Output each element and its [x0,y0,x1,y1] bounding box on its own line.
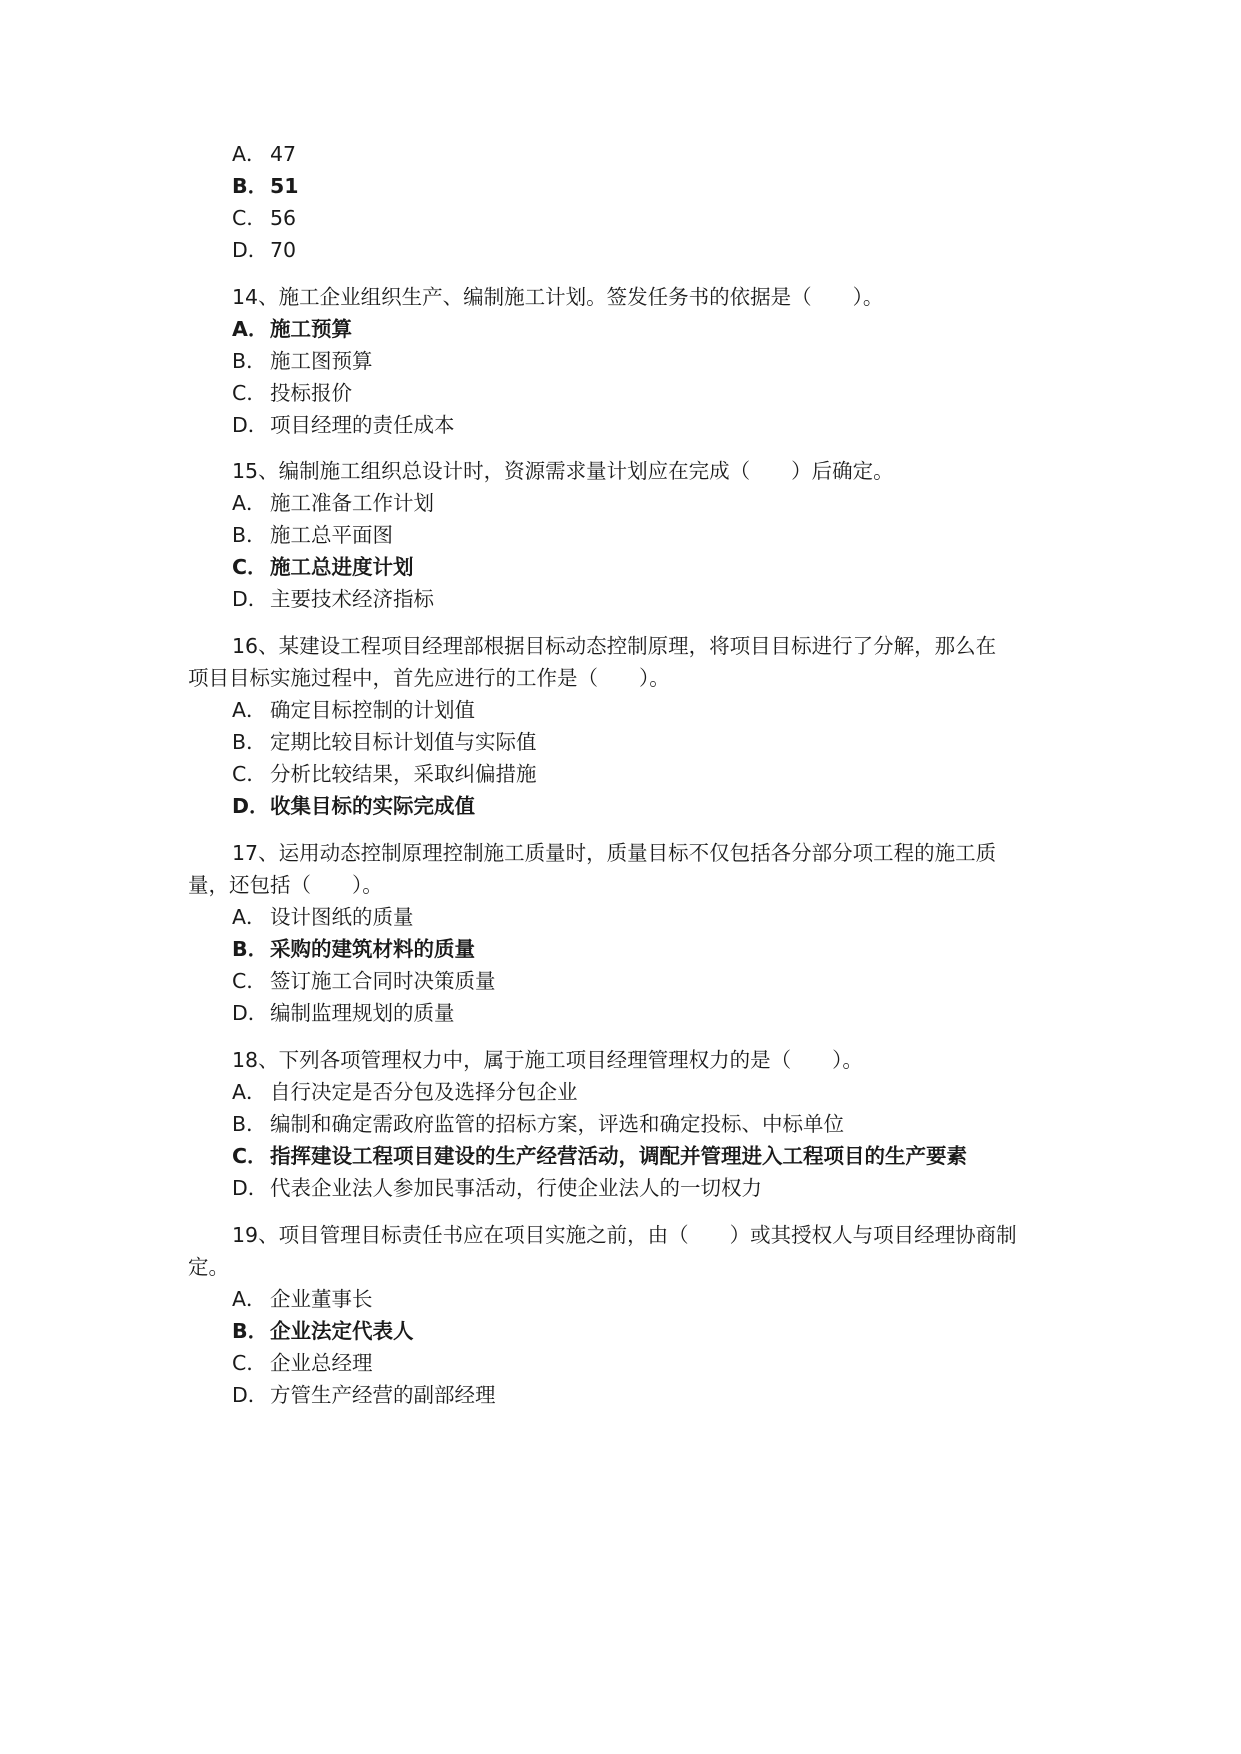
option-b-correct: B．企业法定代表人 [232,1319,414,1343]
option-d: D．70 [232,238,297,262]
option-a: A． 确定目标控制的计划值 [232,698,475,722]
question-16: 16、某建设工程项目经理部根据目标动态控制原理，将项目目标进行了分解，那么在 [232,634,997,658]
question-17-continued: 量，还包括（ ）。 [188,873,383,897]
option-b: B． 施工总平面图 [232,523,393,547]
option-a: A． 企业董事长 [232,1287,373,1311]
question-16-continued: 项目目标实施过程中，首先应进行的工作是（ ）。 [188,666,670,690]
option-c: C． 签订施工合同时决策质量 [232,969,496,993]
option-a: A． 施工准备工作计划 [232,491,434,515]
option-a: A． 自行决定是否分包及选择分包企业 [232,1080,578,1104]
question-19: 19、项目管理目标责任书应在项目实施之前，由（ ）或其授权人与项目经理协商制 [232,1223,1017,1247]
option-d: D．项目经理的责任成本 [232,413,455,437]
question-15: 15、编制施工组织总设计时，资源需求量计划应在完成（ ）后确定。 [232,459,894,483]
option-b: B． 编制和确定需政府监管的招标方案，评选和确定投标、中标单位 [232,1112,844,1136]
option-d: D．代表企业法人参加民事活动，行使企业法人的一切权力 [232,1176,762,1200]
option-d-correct: D．收集目标的实际完成值 [232,794,475,818]
option-a-correct: A．施工预算 [232,317,352,341]
option-a: A． 设计图纸的质量 [232,905,414,929]
question-17: 17、运用动态控制原理控制施工质量时，质量目标不仅包括各分部分项工程的施工质 [232,841,997,865]
option-c: C． 投标报价 [232,381,352,405]
question-18: 18、下列各项管理权力中，属于施工项目经理管理权力的是（ ）。 [232,1048,863,1072]
question-14: 14、施工企业组织生产、编制施工计划。签发任务书的依据是（ ）。 [232,285,884,309]
option-b: B． 施工图预算 [232,349,373,373]
question-19-continued: 定。 [188,1255,229,1279]
option-b-correct: B．采购的建筑材料的质量 [232,937,475,961]
option-c: C． 分析比较结果，采取纠偏措施 [232,762,537,786]
option-c: C． 企业总经理 [232,1351,373,1375]
option-b-correct: B．51 [232,174,299,198]
option-c-correct: C． 施工总进度计划 [232,555,414,579]
option-a: A． 47 [232,142,297,166]
option-d: D．编制监理规划的质量 [232,1001,455,1025]
option-d: D．方管生产经营的副部经理 [232,1383,496,1407]
option-d: D．主要技术经济指标 [232,587,434,611]
option-c-correct: C． 指挥建设工程项目建设的生产经营活动，调配并管理进入工程项目的生产要素 [232,1144,967,1168]
option-c: C． 56 [232,206,297,230]
option-b: B． 定期比较目标计划值与实际值 [232,730,537,754]
